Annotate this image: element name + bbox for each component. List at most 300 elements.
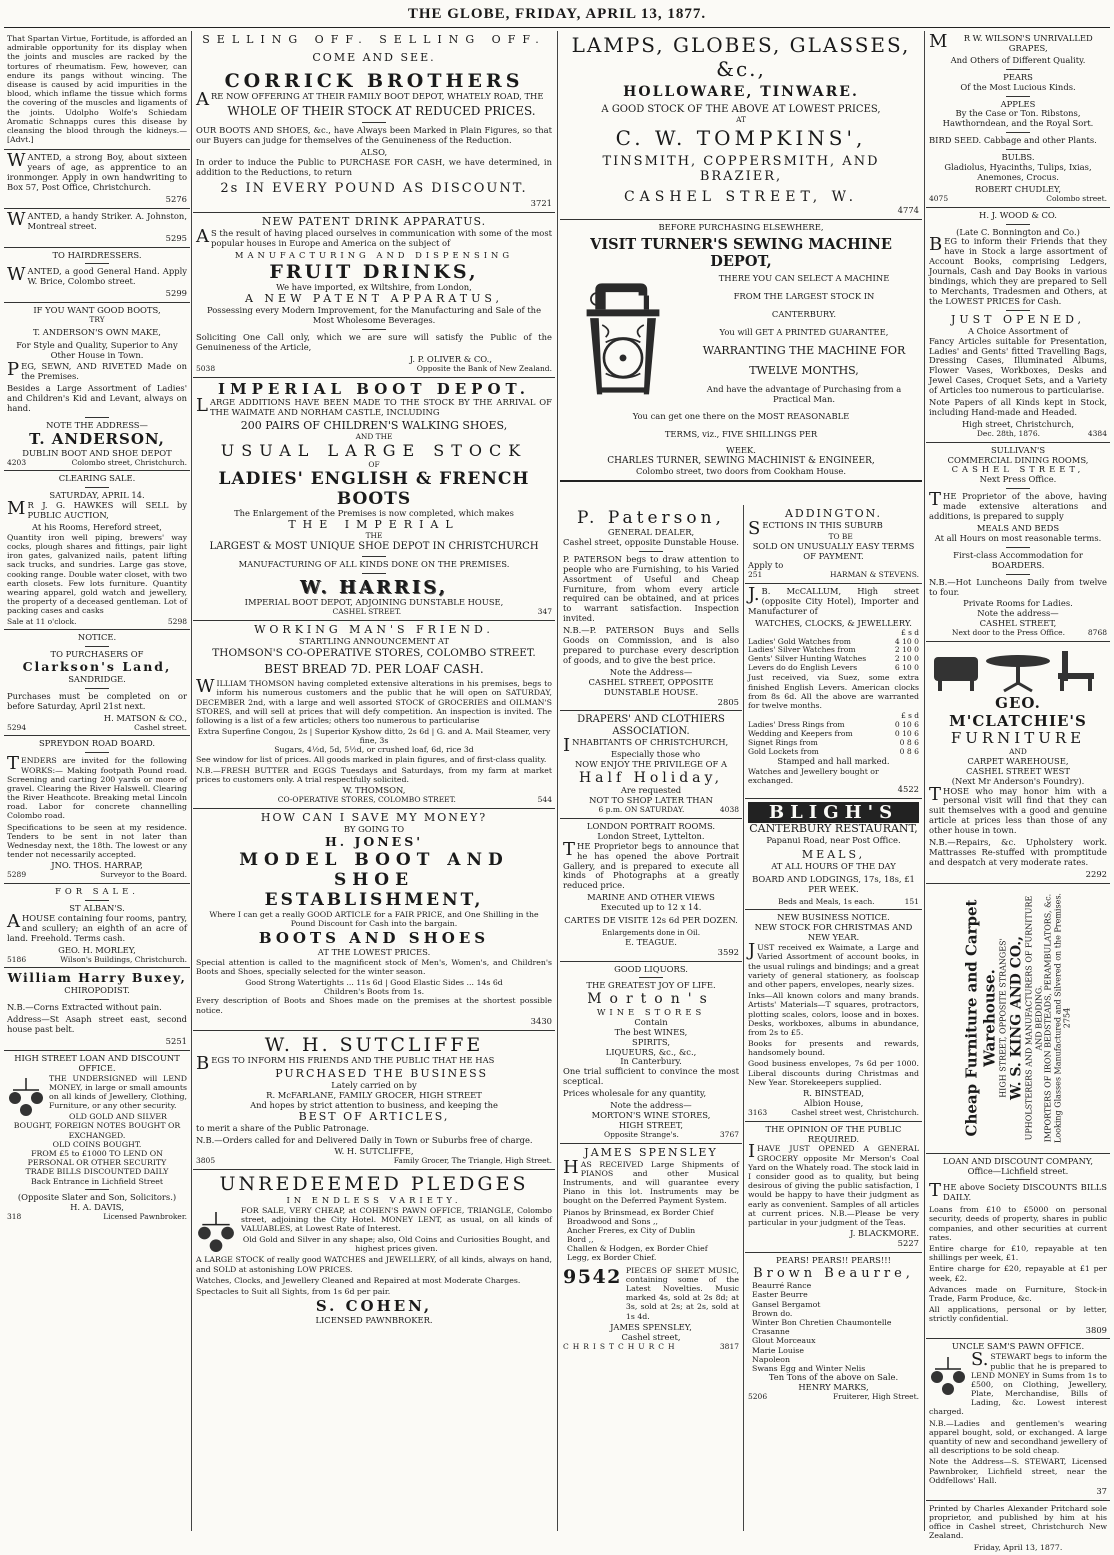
- ad-king: [926, 884, 1110, 1154]
- ad-number: 5298: [167, 616, 187, 626]
- ad-number: 318: [7, 1211, 22, 1221]
- ad-number: 2292: [1085, 868, 1107, 879]
- ad-text: THOSE who may honor him with a personal visit will find that they can suit themselves with a good and genuine article at prices less than those of any other house in town.: [929, 783, 1107, 836]
- ad-text: THE: [365, 531, 383, 541]
- ad-address: Family Grocer, The Triangle, High Street.: [393, 1156, 552, 1166]
- ad-text: A Choice Assortment of: [967, 325, 1069, 336]
- ad-text: Note the address—: [610, 1100, 692, 1111]
- ad-number: 37: [1096, 1485, 1107, 1496]
- ad-heading: T. ANDERSON'S OWN MAKE,: [33, 326, 161, 337]
- ad-text: R. McFARLANE, FAMILY GROCER, HIGH STREET: [266, 1089, 482, 1100]
- column-rule: [557, 31, 558, 1531]
- ad-text: HIGH STREET, OPPOSITE STRANGES': [999, 938, 1009, 1098]
- ad-text: A LARGE STOCK of really good WATCHES and JEWELLERY, of all kinds, always on hand, and SOLD at astonishing LOW PRICES.: [196, 1255, 552, 1274]
- ad-text: DUBLIN BOOT AND SHOE DEPOT: [22, 447, 172, 458]
- ad-heading: LONDON PORTRAIT ROOMS.: [586, 820, 716, 831]
- ad-text: P. PATERSON begs to draw attention to people who are Furnishing, to his Varied Assortment of Useful and Cheap Furniture, from whom every article required can be obtained, and at prices to warrant satisfaction. Inspection invited.: [563, 553, 739, 624]
- ad-loan-company: [926, 1154, 1110, 1340]
- ad-sullivan: [926, 443, 1110, 642]
- ad-heading: CHRISTCHURCH: [563, 1341, 679, 1351]
- ad-signature: J. P. OLIVER & CO.,: [409, 353, 492, 364]
- ad-text: Where I can get a really GOOD ARTICLE for a FAIR PRICE, and One Shilling in the Pound Discount for Cash into the bargain.: [209, 909, 539, 928]
- ad-chudley: [926, 31, 1110, 208]
- ad-heading: TO HAIRDRESSERS.: [52, 249, 142, 260]
- ad-text: GENERAL DEALER,: [607, 527, 695, 538]
- ad-text: At his Rooms, Hereford street,: [32, 521, 162, 532]
- list-item: Beaurré Rance: [752, 1281, 812, 1291]
- ad-text: Surveyor to the Board.: [100, 870, 187, 880]
- ad-text: NOW ENJOY THE PRIVILEGE OF A: [574, 758, 728, 769]
- list-item: Brown do.: [752, 1308, 793, 1318]
- ad-address: Opposite Strange's.: [603, 1129, 679, 1139]
- ad-text: INHABITANTS OF CHRISTCHURCH,: [563, 735, 729, 757]
- ad-text: Pianos by Brinsmead, ex Border Chief: [563, 1207, 714, 1217]
- ad-heading: UNCLE SAM'S PAWN OFFICE.: [951, 1341, 1085, 1352]
- ad-title: W. H. SUTCLIFFE: [264, 1033, 484, 1056]
- ad-heading: WATCHES, CLOCKS, & JEWELLERY.: [755, 617, 912, 628]
- ad-heading: MARINE AND OTHER VIEWS: [587, 892, 715, 903]
- ad-text: Every description of Boots and Shoes made on the premises at the shortest possible notice.: [196, 996, 552, 1015]
- list-item: Legg, ex Border Chief.: [567, 1253, 657, 1263]
- ad-text: N.B.—Orders called for and Delivered Daily in Town or Suburbs free of charge.: [196, 1134, 533, 1145]
- ad-text: Especially those who: [610, 748, 701, 759]
- ad-text: HAS RECEIVED Large Shipments of PIANOS and other Musical Instruments, and will guarantee every Piano in this lot. Instruments may be bought on the Deferred Payment System.: [563, 1156, 739, 1206]
- ad-signature: HARMAN & STEVENS.: [829, 570, 919, 580]
- ad-text: CANTERBURY.: [771, 308, 837, 319]
- ad-signature: JAMES SPENSLEY,: [610, 1321, 692, 1332]
- ad-text: MR W. WILSON'S UNRIVALLED GRAPES,: [929, 31, 1093, 53]
- ad-text: Private Rooms for Ladies.: [963, 598, 1073, 609]
- price-item: Levers do do English Levers: [748, 663, 858, 673]
- ad-heading: SOLD ON UNUSUALLY EASY TERMS OF PAYMENT.: [752, 540, 915, 561]
- ad-heading: JUST OPENED,: [950, 312, 1086, 326]
- ad-heading: TINSMITH, COPPERSMITH, AND BRAZIER,: [602, 153, 880, 185]
- ad-number: 4075: [929, 193, 949, 203]
- ad-heading: HOLLOWARE, TINWARE.: [623, 84, 859, 101]
- ad-text: BIRD SEED. Cabbage and other Plants.: [929, 135, 1097, 146]
- ad-text: PIECES OF SHEET MUSIC, containing some of the Latest Novelties. Music marked 4s, sold at 2s 8d; at 3s, sold at 2s; at 2s, sold at 1s 4d.: [625, 1265, 739, 1321]
- sewing-machine-icon: [563, 273, 683, 403]
- ad-number: 4384: [1087, 428, 1107, 438]
- ad-title: JAMES SPENSLEY: [584, 1145, 718, 1159]
- ad-text: AT ALL HOURS OF THE DAY: [771, 860, 896, 871]
- ad-text: (Opposite Slater and Son, Solicitors.): [17, 1191, 177, 1202]
- ad-text: Apply to: [748, 560, 784, 571]
- ad-text: In order to induce the Public to PURCHASE FOR CASH, we have determined, in addition to the Reductions, to return: [196, 157, 552, 178]
- ad-signature: ROBERT CHUDLEY,: [974, 183, 1062, 194]
- ad-text: AHOUSE containing four rooms, pantry, and scullery; an eighth of an acre of land. Freehold. Terms cash.: [7, 910, 187, 943]
- ad-text: Ten Tons of the above on Sale.: [768, 1372, 899, 1383]
- column-3a: [560, 505, 742, 1531]
- ad-text: Besides a Large Assortment of Ladies' and Children's Kid and Levant, always on hand.: [7, 383, 187, 414]
- ad-bligh: [745, 799, 922, 911]
- ad-text: N.B.—Hot Luncheons Daily from twelve to four.: [929, 576, 1107, 597]
- ad-heading: SATURDAY, APRIL 14.: [49, 490, 145, 501]
- ad-title: P. Paterson,: [577, 508, 725, 528]
- ad-text: LICENSED PAWNBROKER.: [315, 1314, 433, 1325]
- list-item: Winter Bon Chretien Chaumontelle: [752, 1317, 892, 1327]
- ad-number: 5038: [196, 363, 216, 373]
- list-item: Glout Morceaux: [752, 1336, 816, 1346]
- price-value: 2 10 0: [894, 645, 919, 655]
- ad-text: One trial sufficient to convince the most sceptical.: [563, 1066, 739, 1087]
- ad-text: Address—St Asaph street east, second house past belt.: [7, 1014, 187, 1034]
- ad-number: 251: [748, 570, 763, 580]
- ad-address: CASHEL STREET.: [332, 606, 402, 616]
- ad-number: 8768: [1087, 628, 1107, 638]
- ad-text: Books for presents and rewards, handsomely bound.: [748, 1039, 919, 1058]
- ad-text: THERE YOU CAN SELECT A MACHINE: [718, 273, 890, 284]
- ad-title: CORRICK BROTHERS: [224, 69, 524, 92]
- ad-title: W. S. KING AND CO.,: [1008, 936, 1025, 1101]
- ad-text: THE Proprietor of the above, having made extensive alterations and additions, is prepared to supply: [929, 489, 1107, 522]
- ad-heading: NEW BUSINESS NOTICE.: [777, 912, 890, 923]
- ad-text: Quantity iron well piping, brewers' way cocks, plough shares and fittings, pair light iron gates, galvanized nails, patent lifting sack trucks, and sundries. Large gas stove, cooking range. Double water closet, with two earth closets. Few lots furniture. Quantity wearing apparel, gold watch and jewellery, the property of a deceased gentleman. Lot of packing cases and casks: [7, 532, 187, 616]
- ad-heading: THE OPINION OF THE PUBLIC REQUIRED.: [765, 1123, 902, 1144]
- ad-text: MANUFACTURING AND DISPENSING: [234, 249, 514, 260]
- ad-signature: E. TEAGUE.: [625, 936, 677, 947]
- ad-address: Colombo street.: [1046, 193, 1107, 203]
- list-item: Easter Beurre: [752, 1290, 808, 1300]
- ad-text: CHIROPODIST.: [64, 985, 130, 996]
- ad-title: LADIES' ENGLISH & FRENCH BOOTS: [218, 469, 530, 510]
- ad-text: Just received, via Suez, some extra finished English Levers. American clocks from 8s 6d. All the above are warranted for twelve months.: [748, 673, 919, 710]
- ad-text: 6 p.m. ON SATURDAY.: [598, 805, 685, 815]
- ad-heading: A NEW PATENT APPARATUS,: [244, 292, 503, 306]
- ad-text: (Late C. Bonnington and Co.): [956, 226, 1080, 237]
- ad-text: PEG, SEWN, AND RIVETED Made on the Premises.: [7, 359, 187, 382]
- column-rule: [191, 31, 192, 1531]
- ad-title: Clarkson's Land,: [22, 659, 172, 675]
- ad-text: Spectacles to Suit all Sights, from 1s 6d per pair.: [196, 1287, 391, 1297]
- price-value: 0 8 6: [899, 746, 919, 756]
- ad-title: UNREDEEMED PLEDGES: [219, 1173, 529, 1196]
- price-item: Signet Rings from: [748, 737, 818, 747]
- ad-text: STARTLING ANNOUNCEMENT AT: [298, 635, 450, 646]
- ad-title: FRUIT DRINKS,: [269, 260, 479, 283]
- price-item: Ladies' Dress Rings from: [748, 719, 845, 729]
- ad-text: BOARD AND LODGINGS, 17s, 18s, £1 PER WEEK.: [752, 873, 915, 894]
- ad-heading: CARTES DE VISITE 12s 6d PER DOZEN.: [564, 915, 738, 926]
- column-1: [4, 31, 190, 1531]
- ad-title: Brown Beaurre,: [753, 1265, 914, 1281]
- ad-heading: 2s IN EVERY POUND AS DISCOUNT.: [220, 180, 528, 196]
- ad-text: S.STEWART begs to inform the public that he is prepared to LEND MONEY in Sums from 1s to £500, on Clothing, Jewellery, Plate, Merchandise, Bills of Lading, &c. Lowest interest charged.: [929, 1349, 1107, 1417]
- furniture-illustration-icon: [930, 647, 1106, 693]
- ad-text: In Canterbury.: [620, 1056, 682, 1067]
- ad-number: 5227: [897, 1238, 919, 1249]
- ad-title: BLIGH'S: [748, 802, 919, 823]
- ad-heading: HIGH STREET,: [618, 1119, 684, 1130]
- ad-morton: [560, 962, 742, 1144]
- ad-text: Old Gold and Silver in any shape; also, Old Coins and Curiosities Bought, and highest prices given.: [242, 1235, 551, 1254]
- ad-title: Half Holiday,: [578, 769, 724, 786]
- ad-text: BEFORE PURCHASING ELSEWHERE,: [658, 221, 824, 232]
- ad-text: MANUFACTURING OF ALL KINDS DONE ON THE PREMISES.: [238, 558, 510, 569]
- ad-drapers: [560, 711, 742, 818]
- ad-address: Colombo street, two doors from Cookham House.: [635, 465, 847, 476]
- ad-text: By the Case or Ton. Ribstons, Hawthorndean, and the Royal Sort.: [942, 108, 1094, 129]
- ad-text: BEGS TO INFORM HIS FRIENDS AND THE PUBLIC THAT HE HAS: [196, 1053, 495, 1075]
- ad-heading: CLEARING SALE.: [58, 473, 136, 484]
- column-rule: [924, 31, 925, 1531]
- ad-address: Opposite the Bank of New Zealand.: [416, 363, 552, 373]
- ad-heading: ST ALBAN'S.: [69, 903, 125, 914]
- ad-number: 3805: [196, 1156, 216, 1166]
- ad-text: And Others of Different Quality.: [950, 54, 1086, 65]
- ad-text: N.B.—Corns Extracted without pain.: [7, 1002, 162, 1013]
- ad-text: Licensed Pawnbroker.: [103, 1211, 187, 1221]
- ad-heading: MORTON'S WINE STORES,: [591, 1109, 711, 1120]
- ad-heading: LARGEST & MOST UNIQUE SHOE DEPOT IN CHRISTCHURCH: [209, 541, 539, 553]
- ad-tompkins: [560, 31, 922, 220]
- ad-address: Office—Lichfield street.: [967, 1165, 1069, 1176]
- price-item: Ladies' Silver Watches from: [748, 645, 856, 655]
- ad-heading: PEARS: [1003, 71, 1033, 82]
- ad-text: WANTED, a handy Striker. A. Johnston, Montreal street.: [7, 208, 187, 231]
- ad-text: Fruiterer, High Street.: [833, 1391, 919, 1401]
- ad-title: W. HARRIS,: [300, 576, 448, 598]
- ad-heading: CANTERBURY RESTAURANT,: [749, 822, 918, 836]
- ad-text: J.B. McCALLUM, High street (opposite City Hotel), Importer and Manufacturer of: [748, 584, 919, 616]
- ad-text: We have imported, ex Wiltshire, from London,: [276, 282, 472, 293]
- ad-address: CASHEL STREET,: [979, 618, 1057, 629]
- ad-text: Enlargements done in Oil.: [601, 928, 701, 937]
- ad-text: Back Entrance in Lichfield Street: [30, 1176, 164, 1186]
- ad-wood: [926, 208, 1110, 443]
- ad-heading: NEW PATENT DRINK APPARATUS.: [261, 215, 487, 229]
- ad-title: MODEL BOOT AND SHOE: [239, 849, 509, 890]
- ad-text: Specifications to be seen at my residence. Tenders to be sent in not later than Wednesday next, the 18th. The lowest or any tender not necessarily accepted.: [7, 822, 187, 860]
- ad-text: Contain: [634, 1016, 668, 1027]
- ad-text: Loans from £10 to £5000 on personal security, deeds of property, shares in public companies, and other securities at current rates.: [929, 1205, 1107, 1242]
- ad-text: N.B.—Repairs, &c. Upholstery work. Mattrasses Re-stuffed with promptitude and despatch at very moderate rates.: [929, 837, 1107, 867]
- ad-text: BEG to inform their Friends that they have in Stock a large assortment of Account Books, comprising Ledgers, Journals, Cash and Day Books in various bindings, which they are prepared to Sell to Merchants, Tradesmen and Others, at the LOWEST PRICES for Cash.: [929, 234, 1107, 306]
- ad-text: AND: [1009, 747, 1027, 757]
- ad-spensley: [560, 1144, 742, 1355]
- ad-text: AND THE: [355, 431, 393, 441]
- ad-buxey: [4, 968, 190, 1050]
- ad-heading: WARRANTING THE MACHINE FOR: [702, 343, 906, 357]
- ad-turner: [560, 220, 922, 482]
- ad-heading: BEST BREAD 7D. PER LOAF CASH.: [264, 661, 484, 676]
- ad-paterson: [560, 505, 742, 711]
- ad-text: IN ENDLESS VARIETY.: [286, 1194, 462, 1205]
- ad-jones: [193, 809, 555, 1031]
- ad-heading: GOOD LIQUORS.: [614, 963, 688, 974]
- ad-text: Sugars, 4½d, 5d, 5½d, or crushed loaf, 6d, rice 3d: [274, 745, 474, 755]
- ad-address: Wilson's Buildings, Christchurch.: [60, 954, 187, 964]
- list-item: Crasanne: [752, 1327, 790, 1337]
- price-item: Ladies' Gold Watches from: [748, 636, 851, 646]
- ad-hairdressers: [4, 248, 190, 304]
- ad-spreydon: [4, 736, 190, 884]
- list-item: Ancher Freres, ex City of Dublin: [567, 1225, 696, 1235]
- ad-teague: [560, 819, 742, 962]
- ad-heading: CARPET WAREHOUSE,: [967, 755, 1069, 766]
- ad-clarkson: [4, 630, 190, 736]
- ad-mccallum: [745, 584, 922, 799]
- ad-number-large: 9542: [563, 1265, 622, 1288]
- ad-text: Children's Boots from 1s.: [323, 987, 425, 997]
- ad-address: Colombo street, Christchurch.: [71, 457, 187, 467]
- ad-number: 3817: [719, 1341, 739, 1351]
- ad-text: OLD GOLD AND SILVER BOUGHT, FOREIGN NOTES BOUGHT OR EXCHANGED.: [13, 1112, 181, 1140]
- ad-heading: MEALS,: [801, 847, 866, 861]
- ad-text: Prices wholesale for any quantity,: [563, 1088, 707, 1099]
- ad-heading: COME AND SEE.: [312, 50, 436, 64]
- ad-text: SECTIONS IN THIS SUBURB: [748, 517, 883, 539]
- imprint-text: Printed by Charles Alexander Pritchard sole proprietor, and published by him at his office in Cashel street, Christchurch New Zealand.: [929, 1503, 1107, 1541]
- list-item: Challen & Hodgen, ex Border Chief: [567, 1244, 708, 1254]
- ad-text: Good business envelopes, 7s 6d per 1000. Liberal discounts during Christmas and New Year. Storekeepers supplied.: [748, 1059, 919, 1087]
- ad-number: 5299: [165, 288, 187, 299]
- ad-title: H. JONES': [324, 833, 424, 849]
- ad-text: At all Hours on most reasonable terms.: [934, 532, 1102, 543]
- column-4: [926, 31, 1110, 1552]
- ad-number: 5294: [7, 722, 27, 732]
- ad-text: IMPORTERS OF IRON BEDSTEADS, PERAMBULATORS, &c. Looking Glasses Manufactured and Silvered on the Premises.: [1043, 893, 1063, 1144]
- ad-title: T. ANDERSON,: [29, 429, 165, 448]
- ad-heading: COMMERCIAL DINING ROOMS,: [947, 454, 1089, 465]
- ad-text: N.B.—FRESH BUTTER and EGGS Tuesdays and Saturdays, from my farm at market prices to customers only. A trial respectfully solicited.: [196, 765, 552, 784]
- ad-text: N.B.—P. PATERSON Buys and Sells Goods on Commission, and is also prepared to purchase every description of goods, and to give the best price.: [563, 625, 739, 665]
- ad-text: Good Strong Watertights ... 11s 6d | Good Elastic Sides ... 14s 6d: [245, 978, 503, 988]
- ad-text: Possessing every Modern Improvement, for the Manufacturing and Sale of the Most Wholesome Beverages.: [206, 305, 542, 326]
- ad-text: That Spartan Virtue, Fortitude, is afforded an admirable opportunity for its display when the joints and muscles are racked by the tortures of rheumatism. Few, however, can endure its pangs without wincing. The disease is caused by acid impurities in the blood, which inflame the tissue which forms the covering of the muscles and ligaments of the joints. Udolpho Wolfe's Schiedam Aromatic Schnapps cures this disease by cleansing the blood through the kidneys.—[Advt.]: [7, 34, 187, 145]
- price-row: [748, 664, 919, 673]
- ad-text: NOT TO SHOP LATER THAN: [589, 795, 713, 806]
- ad-text: LIQUEURS, &c., &c.,: [605, 1046, 697, 1057]
- column-2: [193, 31, 555, 1531]
- ad-spartan: [4, 31, 190, 150]
- ad-number: 5186: [7, 954, 27, 964]
- ad-harris: [193, 378, 555, 621]
- ad-title: C. W. TOMPKINS',: [615, 126, 867, 151]
- ad-text: All applications, personal or by letter, strictly confidential.: [929, 1305, 1107, 1324]
- ad-wanted-striker: [4, 209, 190, 248]
- ad-oliver: [193, 213, 555, 377]
- ad-heading: NEW STOCK FOR CHRISTMAS AND NEW YEAR.: [754, 922, 913, 943]
- ad-text: See window for list of prices. All goods marked in plain figures, and of first-class quality.: [196, 754, 547, 764]
- ad-title: BOOTS AND SHOES: [258, 929, 490, 948]
- ad-text: Note Papers of all Kinds kept in Stock, including Hand-made and Headed.: [929, 397, 1107, 417]
- ad-title: IMPERIAL BOOT DEPOT.: [218, 379, 530, 398]
- list-item: Broadwood and Sons ,,: [567, 1216, 658, 1226]
- list-item: Bord ,,: [567, 1235, 594, 1245]
- ad-marks: [745, 1253, 922, 1405]
- ad-text: £ s d: [901, 711, 919, 721]
- ad-text: Albion House,: [803, 1097, 864, 1108]
- ad-wanted-boy: [4, 150, 190, 209]
- ad-title: William Harry Buxey,: [7, 970, 187, 986]
- ad-text: TENDERS are invited for the following WORKS:— Making footpath Pound road. Screening and carting 200 yards or more of gravel. Clearing the River Halswell. Clearing the River Heathcote. Breaking metal Lincoln road. Labor for concrete channelling Colombo road.: [7, 753, 187, 821]
- ad-text: Note the Address—S. STEWART, Licensed Pawnbroker, Lichfield street, near the Oddfellows' Hall.: [929, 1457, 1107, 1485]
- ad-number: 4038: [719, 805, 739, 815]
- price-value: 0 10 6: [894, 728, 919, 738]
- ad-text: MR J. G. HAWKES will SELL by PUBLIC AUCTION,: [7, 498, 187, 521]
- ad-heading: WORKING MAN'S FRIEND.: [254, 622, 494, 636]
- ad-text: And hopes by strict attention to business, and keeping the: [250, 1099, 498, 1110]
- list-item: Napoleon: [752, 1354, 790, 1364]
- ad-address: London Street, Lyttelton.: [597, 830, 705, 841]
- ad-text: Executed up to 12 x 14.: [600, 902, 702, 913]
- ad-text: WILLIAM THOMSON having completed extensive alterations in his premises, begs to inform his numerous customers and the public that he will open on SATURDAY, DECEMBER 2nd, with a large and well assorted STOCK of GROCERIES and OILMAN'S STORES, and will sell at prices that will defy competition. An inspection is invited. The following is a list of a few articles; others too numerous to particularise: [196, 676, 552, 725]
- ad-text: FROM £5 to £1000 TO LEND ON PERSONAL OR OTHER SECURITY: [27, 1149, 167, 1168]
- ad-text: For Style and Quality, Superior to Any Other House in Town.: [16, 339, 178, 360]
- ad-text: Entire charge for £20, repayable at £1 per week, £2.: [929, 1264, 1107, 1283]
- ad-text: Inks—All known colors and many brands. Artists' Materials—T squares, protractors, plotting scales, colors, loose and in boxes. Desks, workboxes, albums in abundance, from 2s to £5.: [748, 991, 919, 1037]
- ad-address: Cashel street west, Christchurch.: [791, 1107, 919, 1117]
- ad-thomson: [193, 621, 555, 809]
- ad-heading: FOR SALE.: [55, 886, 139, 897]
- ad-number: 5289: [7, 870, 27, 880]
- ad-text: Note the address—: [977, 608, 1059, 619]
- ad-text: JUST received ex Waimate, a Large and Varied Assortment of account books, in the usual rulings and bindings; and a great variety of general stationery, as foolscap and other papers, envelopes, nearly sizes.: [748, 940, 919, 989]
- imprint: [926, 1501, 1110, 1555]
- ad-text: TRADE BILLS DISCOUNTED DAILY: [25, 1167, 169, 1177]
- ad-text: Sale at 11 o'clock.: [7, 616, 77, 626]
- ad-number: 5276: [165, 193, 187, 204]
- ad-text: BY GOING TO: [343, 823, 405, 834]
- ad-number: 3592: [717, 946, 739, 957]
- ad-text: You will GET A PRINTED GUARANTEE,: [719, 326, 889, 337]
- column-3: [560, 31, 922, 505]
- ad-number: 5295: [165, 232, 187, 243]
- ad-text: And have the advantage of Purchasing from a Practical Man.: [706, 383, 902, 404]
- ad-hawkes: [4, 471, 190, 630]
- ad-heading: SPREYDON ROAD BOARD.: [38, 738, 156, 749]
- ad-title: Morton's: [587, 991, 715, 1008]
- ad-text: The best WINES,: [614, 1026, 688, 1037]
- ad-text: THE UNDERSIGNED will LEND MONEY, in large or small amounts on all kinds of Jewellery, Clothing, Furniture, or any other security.: [49, 1073, 187, 1111]
- pawnbroker-balls-icon: [7, 1076, 45, 1118]
- ad-text: Advances made on Furniture, Stock-in Trade, Farm Produce, &c.: [929, 1284, 1107, 1303]
- ad-number: 544: [537, 795, 552, 805]
- ad-heading: CASHEL STREET, W.: [623, 189, 859, 206]
- ad-sutcliffe: [193, 1031, 555, 1171]
- ad-harman: [745, 505, 922, 584]
- ad-title: VISIT TURNER'S SEWING MACHINE DEPOT,: [590, 235, 892, 270]
- ad-text: Watches, Clocks, and Jewellery Cleaned and Repaired at most Moderate Charges.: [196, 1275, 521, 1285]
- ad-address: Cashel street.: [134, 722, 187, 732]
- ad-text: First-class Accommodation for BOARDERS.: [953, 549, 1083, 570]
- price-item: Wedding and Keepers from: [748, 728, 853, 738]
- ad-heading: THOMSON'S CO-OPERATIVE STORES, COLOMBO STREET.: [212, 646, 536, 659]
- ad-title: LAMPS, GLOBES, GLASSES, &c.,: [571, 33, 911, 81]
- ad-text: FOR SALE, VERY CHEAP, at COHEN'S PAWN OFFICE, TRIANGLE, Colombo street, adjoining the City Hotel. MONEY LENT, as usual, on all kinds of VALUABLES, at Lowest Rate of Interest.: [241, 1205, 552, 1233]
- ad-text: Soliciting One Call only, which we are sure will satisfy the Public of the Genuineness of the Article,: [196, 331, 552, 352]
- price-value: 2 10 0: [894, 654, 919, 664]
- ad-title: FURNITURE: [950, 729, 1086, 748]
- ad-number: 2754: [1062, 1008, 1072, 1029]
- ad-text: ARE NOW OFFERING AT THEIR FAMILY BOOT DEPOT, WHATELY ROAD, THE: [196, 89, 544, 111]
- ad-text: IHAVE JUST OPENED A GENERAL GROCERY opposite Mr Merson's Coal Yard on the Whately road. The stock laid in I consider good as to quality, but being desirous of giving the public satisfaction, I would be happy to have their judgment as early as convenient. Samples of all articles at current prices. N.B.—Please be very particular in your judgment of the Teas.: [748, 1141, 919, 1227]
- ad-signature: W. THOMSON,: [342, 785, 406, 796]
- ad-text: to merit a share of the Public Patronage.: [196, 1122, 369, 1133]
- ad-signature: JNO. THOS. HARRAP,: [51, 860, 143, 871]
- ad-heading: SULLIVAN'S: [990, 444, 1046, 455]
- ad-number: 4774: [897, 205, 919, 215]
- ad-text: OF: [368, 459, 380, 469]
- ad-text: SANDRIDGE.: [68, 673, 126, 684]
- ad-text: TERMS, viz., FIVE SHILLINGS PER: [664, 429, 818, 440]
- ad-text: Special attention is called to the magnificent stock of Men's, Women's, and Children's Boots and Shoes, specially selected for the winter season.: [196, 957, 552, 976]
- ad-text: AS the result of having placed ourselves in communication with some of the most popular houses in Europe and America on the subject of: [196, 226, 552, 249]
- ad-number: 3809: [1085, 1324, 1107, 1335]
- ad-number: 5206: [748, 1391, 768, 1401]
- ad-heading: APPLES: [1000, 98, 1036, 109]
